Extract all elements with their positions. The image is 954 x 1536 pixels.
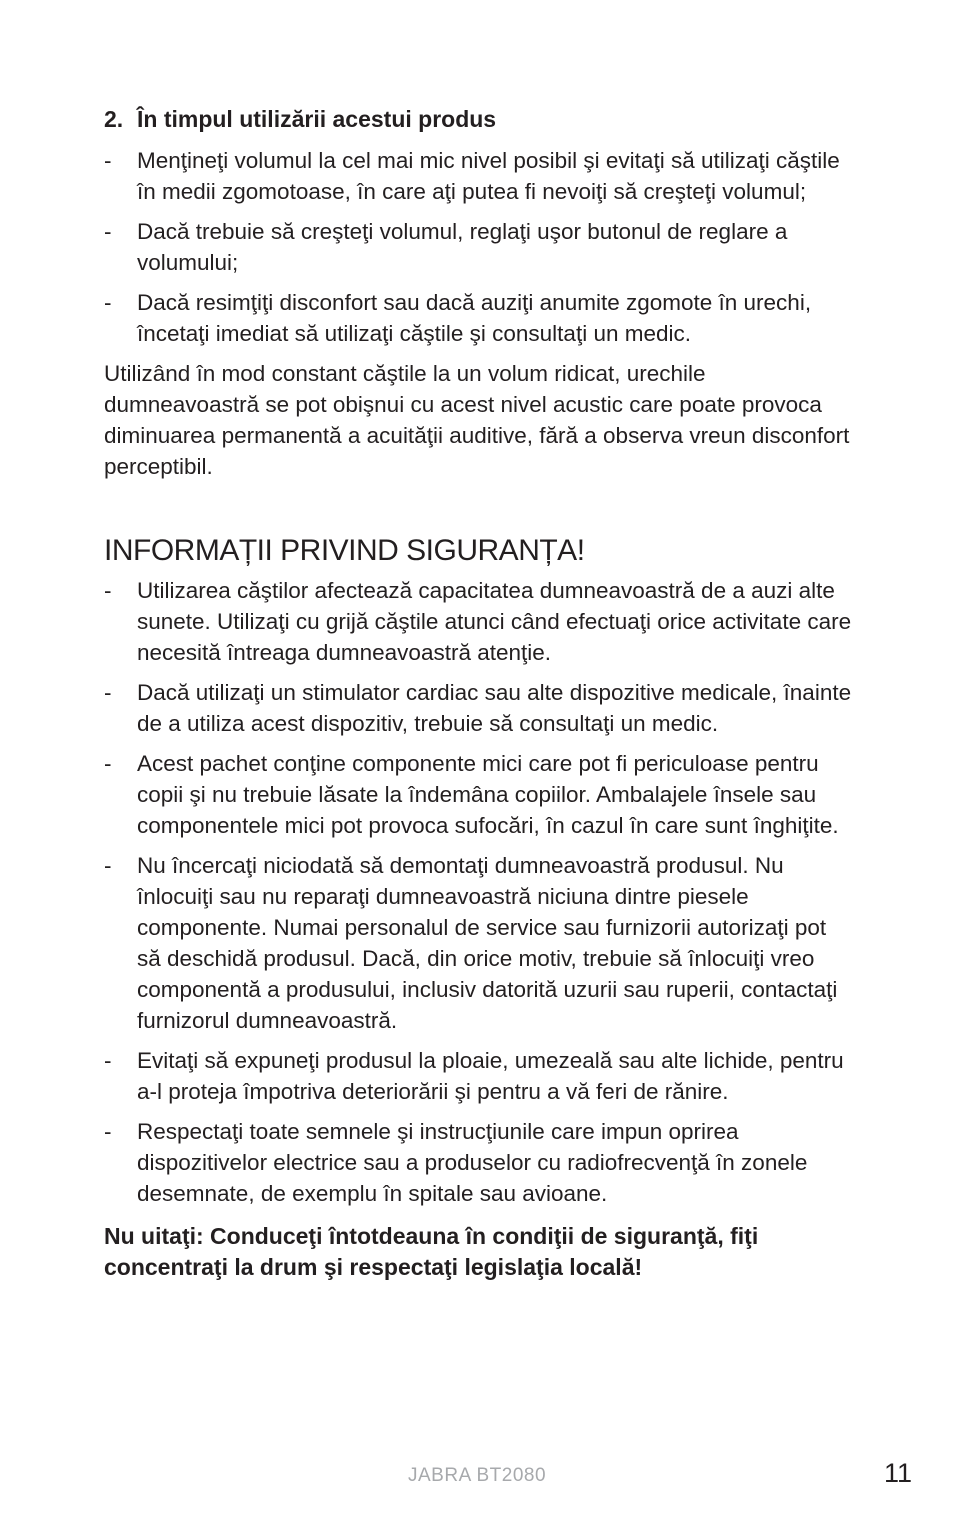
list-item-text: Evitaţi să expuneţi produsul la ploaie, umezeală sau alte lichide, pentru a-l proteja împotriva deteriorării şi pentru a vă feri de rănire. (137, 1048, 844, 1104)
page-number: 11 (884, 1458, 913, 1488)
footer-brand: JABRA BT2080 (408, 1465, 547, 1486)
list-item (104, 287, 856, 349)
section-number: 2. (104, 106, 124, 132)
usage-list (104, 145, 856, 349)
list-item (104, 748, 856, 841)
list-dash: - (104, 853, 112, 878)
list-item-text: Dacă trebuie să creşteţi volumul, reglaţi uşor butonul de reglare a volumului; (137, 219, 788, 275)
volume-warning-paragraph: Utilizând în mod constant căştile la un volum ridicat, urechile dumneavoastră se pot obişnui cu acest nivel acustic care poate provoca diminuarea permanentă a acuităţii auditive, fără a observa vreun disconfort perceptibil. (104, 361, 850, 479)
list-item (104, 1045, 856, 1107)
driving-reminder: Nu uitaţi: Conduceţi întotdeauna în condiţii de siguranţă, fiţi concentraţi la drum şi respectaţi legislaţia locală! (104, 1223, 759, 1280)
list-item (104, 1116, 856, 1209)
list-item-text: Acest pachet conţine componente mici care pot fi periculoase pentru copii şi nu trebuie lăsate la îndemâna copiilor. Ambalajele însele sau componentele mici pot provoca sufocări, în cazul în care sunt înghiţite. (137, 751, 839, 838)
list-dash: - (104, 680, 112, 705)
page-content (104, 104, 856, 1283)
list-item-text: Utilizarea căştilor afectează capacitatea dumneavoastră de a auzi alte sunete. Utilizaţi cu grijă căştile atunci când efectuaţi orice activitate care necesită întreaga dumneavoastră atenţie. (137, 578, 852, 665)
section-title: În timpul utilizării acestui produs (137, 106, 497, 132)
list-dash: - (104, 751, 112, 776)
list-item-text: Dacă utilizaţi un stimulator cardiac sau alte dispozitive medicale, înainte de a utiliza acest dispozitiv, trebuie să consultaţi un medic. (137, 680, 852, 736)
list-item-text: Menţineţi volumul la cel mai mic nivel posibil şi evitaţi să utilizaţi căştile în medii zgomotoase, în care aţi putea fi nevoiţi să creşteţi volumul; (137, 148, 840, 204)
list-dash: - (104, 148, 112, 173)
list-dash: - (104, 290, 112, 315)
list-item-text: Respectaţi toate semnele şi instrucţiunile care impun oprirea dispozitivelor electrice sau a produselor cu radiofrecvenţă în zonele desemnate, de exemplu în spitale sau avioane. (137, 1119, 808, 1206)
safety-info-title: INFORMAȚII PRIVIND SIGURANȚA! (104, 534, 585, 567)
list-item-text: Nu încercaţi niciodată să demontaţi dumneavoastră produsul. Nu înlocuiţi sau nu reparaţi dumneavoastră niciuna dintre piesele componente. Numai personalul de service sau furnizorii autorizaţi pot să deschidă produsul. Dacă, din orice motiv, trebuie să înlocuiţi vreo componentă a produsului, inclusiv datorită uzurii sau ruperii, contactaţi furnizorul dumneavoastră. (137, 853, 838, 1033)
list-item-text: Dacă resimţiţi disconfort sau dacă auziţi anumite zgomote în urechi, încetaţi imediat să utilizaţi căştile şi consultaţi un medic. (137, 290, 812, 346)
list-item (104, 216, 856, 278)
safety-list (104, 575, 856, 1209)
list-item (104, 145, 856, 207)
list-dash: - (104, 1119, 112, 1144)
list-dash: - (104, 578, 112, 603)
list-dash: - (104, 1048, 112, 1073)
list-item (104, 575, 856, 668)
list-dash: - (104, 219, 112, 244)
section-2-heading (104, 104, 856, 135)
list-item (104, 677, 856, 739)
list-item (104, 850, 856, 1036)
